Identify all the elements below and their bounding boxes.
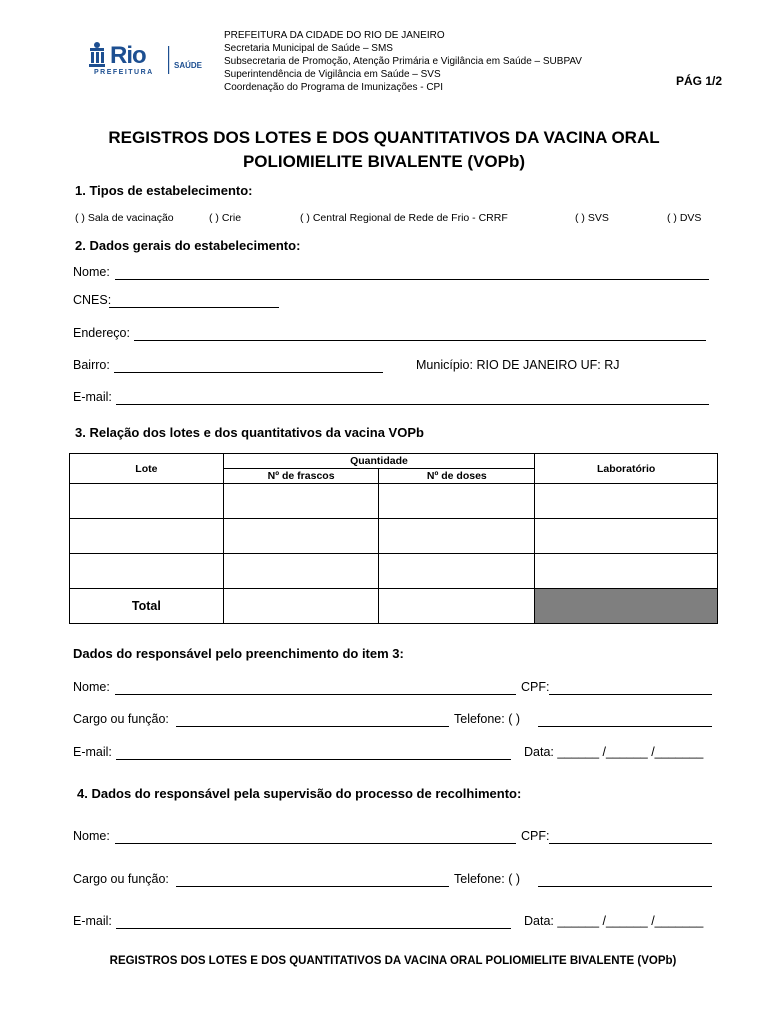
endereco-label: Endereço: <box>73 326 130 340</box>
resp4-data-field[interactable]: Data: ______ /______ /_______ <box>524 914 704 928</box>
cnes-label: CNES: <box>73 293 112 307</box>
col-header-lote: Lote <box>70 454 224 484</box>
resp3-data-field[interactable]: Data: ______ /______ /_______ <box>524 745 704 759</box>
resp4-nome-label: Nome: <box>73 829 110 843</box>
option-sala-vacinacao[interactable]: ( ) Sala de vacinação <box>75 212 174 224</box>
table-cell[interactable] <box>379 484 535 519</box>
table-row <box>70 519 718 554</box>
resp3-email-input-line[interactable] <box>116 759 511 760</box>
bairro-label: Bairro: <box>73 358 110 372</box>
resp3-telefone-label: Telefone: ( ) <box>454 712 521 726</box>
resp4-cargo-input-line[interactable] <box>176 886 449 887</box>
resp3-cpf-input-line[interactable] <box>549 694 712 695</box>
logo-prefeitura-text: PREFEITURA <box>94 69 154 76</box>
nome-label: Nome: <box>73 265 110 279</box>
col-header-doses: Nº de doses <box>379 469 535 484</box>
table-row <box>70 554 718 589</box>
total-label: Total <box>70 589 224 624</box>
lotes-table <box>69 453 718 624</box>
endereco-input-line[interactable] <box>134 340 706 341</box>
resp3-nome-label: Nome: <box>73 680 110 694</box>
section4-heading: 4. Dados do responsável pela supervisão do processo de recolhimento: <box>77 786 522 801</box>
col-header-laboratorio: Laboratório <box>535 454 718 484</box>
resp3-nome-input-line[interactable] <box>115 694 516 695</box>
resp4-cargo-label: Cargo ou função: <box>73 872 169 886</box>
option-crrf[interactable]: ( ) Central Regional de Rede de Frio - CRRF <box>300 212 508 224</box>
resp4-telefone-label: Telefone: ( ) <box>454 872 521 886</box>
table-cell[interactable] <box>535 554 718 589</box>
resp4-cpf-label: CPF: <box>521 829 550 843</box>
page-title-line1: REGISTROS DOS LOTES E DOS QUANTITATIVOS DA VACINA ORAL <box>108 128 660 147</box>
header-block <box>224 29 582 94</box>
option-svs[interactable]: ( ) SVS <box>575 212 609 224</box>
page-number: PÁG 1/2 <box>676 74 723 88</box>
table-cell[interactable] <box>535 484 718 519</box>
table-cell[interactable] <box>70 554 224 589</box>
table-cell[interactable] <box>223 519 379 554</box>
logo-rio-text: Rio <box>110 42 146 69</box>
resp3-telefone-input-line[interactable] <box>538 726 712 727</box>
header-line: Subsecretaria de Promoção, Atenção Primária e Vigilância em Saúde – SUBPAV <box>224 56 582 67</box>
cnes-input-line[interactable] <box>109 307 279 308</box>
total-row <box>70 589 718 624</box>
resp4-email-label: E-mail: <box>73 914 112 928</box>
header-line: Coordenação do Programa de Imunizações - CPI <box>224 82 444 93</box>
section1-heading: 1. Tipos de estabelecimento: <box>75 183 253 198</box>
table-cell[interactable] <box>535 519 718 554</box>
table-cell[interactable] <box>223 484 379 519</box>
option-dvs[interactable]: ( ) DVS <box>667 212 702 224</box>
option-crie[interactable]: ( ) Crie <box>209 212 242 224</box>
col-header-quantidade: Quantidade <box>223 454 534 469</box>
table-row <box>70 484 718 519</box>
section3-heading: 3. Relação dos lotes e dos quantitativos da vacina VOPb <box>75 425 424 440</box>
footer-title: REGISTROS DOS LOTES E DOS QUANTITATIVOS DA VACINA ORAL POLIOMIELITE BIVALENTE (VOPb) <box>109 955 677 967</box>
resp3-cargo-input-line[interactable] <box>176 726 449 727</box>
resp4-cpf-input-line[interactable] <box>549 843 712 844</box>
header-line: Secretaria Municipal de Saúde – SMS <box>224 43 393 54</box>
table-cell[interactable] <box>223 554 379 589</box>
total-frascos-cell[interactable] <box>223 589 379 624</box>
responsavel3-heading: Dados do responsável pelo preenchimento do item 3: <box>73 646 404 661</box>
rio-prefeitura-logo <box>88 40 208 80</box>
table-cell[interactable] <box>379 519 535 554</box>
municipio-uf-text: Município: RIO DE JANEIRO UF: RJ <box>416 358 620 372</box>
resp4-email-input-line[interactable] <box>116 928 511 929</box>
nome-input-line[interactable] <box>115 279 709 280</box>
bairro-input-line[interactable] <box>114 372 383 373</box>
logo-saude-text: SAÚDE <box>174 61 203 70</box>
table-cell[interactable] <box>70 484 224 519</box>
email-label: E-mail: <box>73 390 112 404</box>
section2-heading: 2. Dados gerais do estabelecimento: <box>75 238 301 253</box>
resp3-cpf-label: CPF: <box>521 680 550 694</box>
table-cell[interactable] <box>379 554 535 589</box>
resp4-nome-input-line[interactable] <box>115 843 516 844</box>
email-input-line[interactable] <box>116 404 709 405</box>
header-line: PREFEITURA DA CIDADE DO RIO DE JANEIRO <box>224 30 445 41</box>
table-cell[interactable] <box>70 519 224 554</box>
resp4-telefone-input-line[interactable] <box>538 886 712 887</box>
resp3-cargo-label: Cargo ou função: <box>73 712 169 726</box>
total-doses-cell[interactable] <box>379 589 535 624</box>
shaded-cell <box>535 589 718 624</box>
resp3-email-label: E-mail: <box>73 745 112 759</box>
col-header-frascos: Nº de frascos <box>223 469 379 484</box>
header-line: Superintendência de Vigilância em Saúde – SVS <box>224 69 441 80</box>
page-title-line2: POLIOMIELITE BIVALENTE (VOPb) <box>242 152 526 171</box>
